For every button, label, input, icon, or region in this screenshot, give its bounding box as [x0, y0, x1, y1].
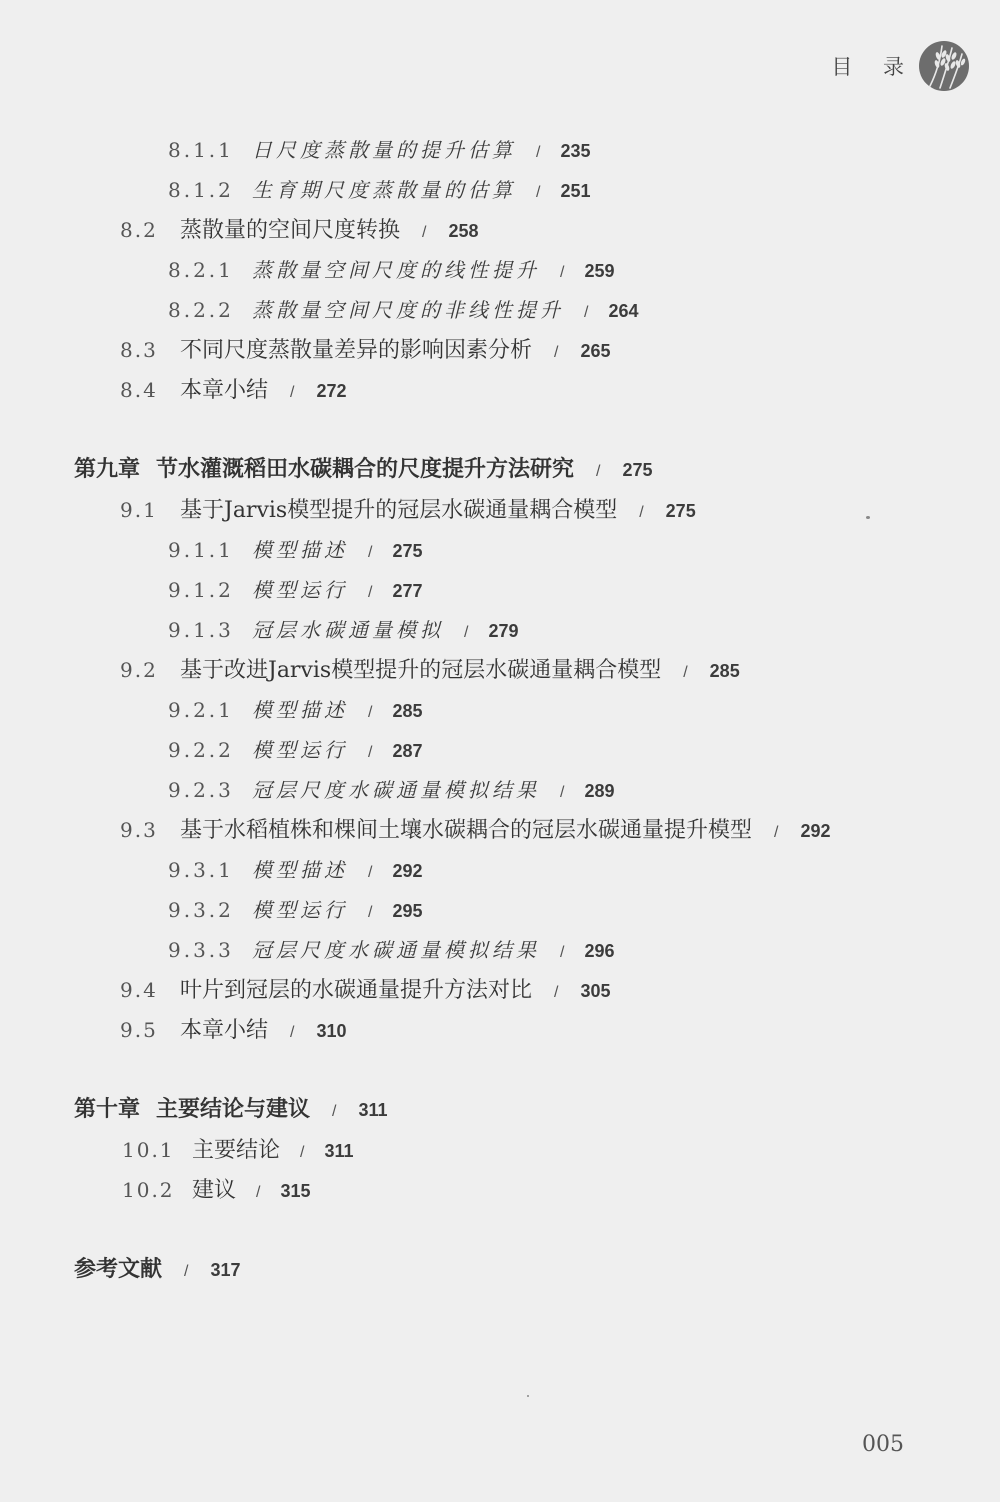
entry-number: 9.3.1: [168, 858, 234, 882]
entry-page: 315: [280, 1181, 311, 1201]
separator: /: [368, 584, 373, 601]
separator: /: [639, 504, 644, 521]
separator: /: [536, 184, 541, 201]
entry-page: 251: [560, 181, 591, 201]
entry-page: 275: [665, 501, 696, 521]
print-speck: [866, 516, 870, 519]
separator: /: [536, 144, 541, 161]
toc-entry[interactable]: [122, 1174, 311, 1206]
toc-chapter[interactable]: [74, 454, 653, 486]
toc-chapter[interactable]: [74, 1094, 388, 1126]
entry-title: 蒸散量的空间尺度转换: [180, 218, 401, 243]
toc-entry[interactable]: [120, 1014, 347, 1046]
entry-title: 蒸散量空间尺度的非线性提升: [252, 298, 564, 322]
entry-page: 310: [316, 1021, 347, 1041]
entry-title: 冠层尺度水碳通量模拟结果: [252, 938, 540, 962]
entry-number: 8.2.2: [168, 298, 234, 322]
entry-number: 8.1.1: [168, 138, 234, 162]
entry-page: 279: [488, 621, 519, 641]
separator: /: [332, 1103, 337, 1120]
entry-number: 9.2: [120, 658, 158, 682]
toc-entry[interactable]: [168, 854, 423, 886]
entry-page: 292: [392, 861, 423, 881]
entry-page: 258: [448, 221, 479, 241]
entry-number: 9.2.2: [168, 738, 234, 762]
separator: /: [368, 544, 373, 561]
entry-number: 9.5: [120, 1018, 158, 1042]
entry-page: 292: [800, 821, 831, 841]
references-title: 参考文献: [74, 1257, 163, 1282]
entry-title: 模型描述: [252, 698, 348, 722]
entry-title: 主要结论: [192, 1138, 281, 1163]
toc-entry[interactable]: [168, 894, 423, 926]
toc-entry[interactable]: [120, 654, 740, 686]
entry-title: 冠层尺度水碳通量模拟结果: [252, 778, 540, 802]
entry-page: 259: [584, 261, 615, 281]
separator: /: [368, 704, 373, 721]
separator: /: [560, 944, 565, 961]
separator: /: [560, 784, 565, 801]
entry-page: 311: [324, 1141, 354, 1161]
separator: /: [596, 463, 601, 480]
entry-page: 264: [608, 301, 639, 321]
entry-number: 9.2.1: [168, 698, 234, 722]
chapter-number: 第九章: [74, 457, 141, 482]
entry-number: 9.1.3: [168, 618, 234, 642]
toc-entry[interactable]: [168, 734, 423, 766]
entry-title: 模型描述: [252, 858, 348, 882]
entry-title: 基于改进Jarvis模型提升的冠层水碳通量耦合模型: [180, 658, 662, 683]
separator: /: [774, 824, 779, 841]
toc-entry[interactable]: [168, 254, 615, 286]
separator: /: [368, 744, 373, 761]
page-number: 005: [862, 1432, 904, 1457]
entry-number: 9.3.2: [168, 898, 234, 922]
entry-page: 305: [580, 981, 611, 1001]
entry-page: 296: [584, 941, 615, 961]
toc-references[interactable]: [74, 1254, 241, 1286]
entry-number: 9.1: [120, 498, 158, 522]
chapter-title: 主要结论与建议: [156, 1097, 311, 1122]
toc-entry[interactable]: [168, 934, 615, 966]
separator: /: [554, 344, 559, 361]
separator: /: [554, 984, 559, 1001]
entry-number: 8.4: [120, 378, 158, 402]
entry-title: 本章小结: [180, 378, 269, 403]
entry-page: 275: [622, 460, 653, 480]
separator: /: [300, 1144, 305, 1161]
entry-title: 叶片到冠层的水碳通量提升方法对比: [180, 978, 533, 1003]
chapter-number: 第十章: [74, 1097, 141, 1122]
separator: /: [290, 384, 295, 401]
separator: /: [683, 664, 688, 681]
entry-number: 8.2: [120, 218, 158, 242]
entry-number: 9.3.3: [168, 938, 234, 962]
entry-number: 9.1.1: [168, 538, 234, 562]
toc-entry[interactable]: [168, 694, 423, 726]
entry-number: 10.1: [122, 1138, 175, 1162]
separator: /: [290, 1024, 295, 1041]
running-header: [831, 36, 970, 96]
entry-number: 9.4: [120, 978, 158, 1002]
entry-page: 272: [316, 381, 347, 401]
toc-entry[interactable]: [122, 1134, 354, 1166]
entry-number: 9.2.3: [168, 778, 234, 802]
toc-entry[interactable]: [168, 574, 423, 606]
separator: /: [368, 904, 373, 921]
entry-title: 基于水稻植株和棵间土壤水碳耦合的冠层水碳通量提升模型: [180, 818, 753, 843]
separator: /: [560, 264, 565, 281]
entry-title: 蒸散量空间尺度的线性提升: [252, 258, 540, 282]
toc-entry[interactable]: [120, 494, 696, 526]
separator: /: [464, 624, 469, 641]
entry-title: 生育期尺度蒸散量的估算: [252, 178, 516, 202]
entry-title: 不同尺度蒸散量差异的影响因素分析: [180, 338, 533, 363]
separator: /: [584, 304, 589, 321]
toc-entry[interactable]: [168, 614, 519, 646]
entry-page: 277: [392, 581, 423, 601]
separator: /: [422, 224, 427, 241]
entry-number: 8.2.1: [168, 258, 234, 282]
entry-title: 模型运行: [252, 578, 348, 602]
entry-title: 模型描述: [252, 538, 348, 562]
separator: /: [368, 864, 373, 881]
entry-number: 8.3: [120, 338, 158, 362]
entry-title: 本章小结: [180, 1018, 269, 1043]
entry-number: 8.1.2: [168, 178, 234, 202]
entry-page: 235: [560, 141, 591, 161]
entry-page: 265: [580, 341, 611, 361]
wheat-ear-icon: [918, 40, 970, 92]
entry-page: 285: [709, 661, 740, 681]
entry-title: 模型运行: [252, 738, 348, 762]
entry-page: 295: [392, 901, 423, 921]
entry-page: 287: [392, 741, 423, 761]
entry-title: 冠层水碳通量模拟: [252, 618, 444, 642]
chapter-title: 节水灌溉稻田水碳耦合的尺度提升方法研究: [156, 457, 575, 482]
toc-entry[interactable]: [168, 774, 615, 806]
header-title: 目 录: [831, 55, 916, 79]
entry-number: 9.3: [120, 818, 158, 842]
entry-title: 日尺度蒸散量的提升估算: [252, 138, 516, 162]
entry-title: 基于Jarvis模型提升的冠层水碳通量耦合模型: [180, 498, 618, 523]
entry-page: 317: [210, 1260, 241, 1280]
entry-title: 模型运行: [252, 898, 348, 922]
entry-title: 建议: [192, 1178, 237, 1203]
toc-entry[interactable]: [120, 214, 479, 246]
toc-entry[interactable]: [168, 534, 423, 566]
separator: /: [184, 1263, 189, 1280]
toc-entry[interactable]: [168, 134, 591, 166]
entry-page: 285: [392, 701, 423, 721]
entry-page: 311: [358, 1100, 388, 1120]
toc-entry[interactable]: [168, 174, 591, 206]
separator: /: [256, 1184, 261, 1201]
toc-entry[interactable]: [120, 374, 347, 406]
toc-entry[interactable]: [120, 334, 611, 366]
toc-entry[interactable]: [120, 974, 611, 1006]
entry-page: 289: [584, 781, 615, 801]
toc-entry[interactable]: [120, 814, 831, 846]
print-speck: [527, 1395, 529, 1397]
entry-number: 9.1.2: [168, 578, 234, 602]
entry-page: 275: [392, 541, 423, 561]
entry-number: 10.2: [122, 1178, 175, 1202]
toc-entry[interactable]: [168, 294, 639, 326]
